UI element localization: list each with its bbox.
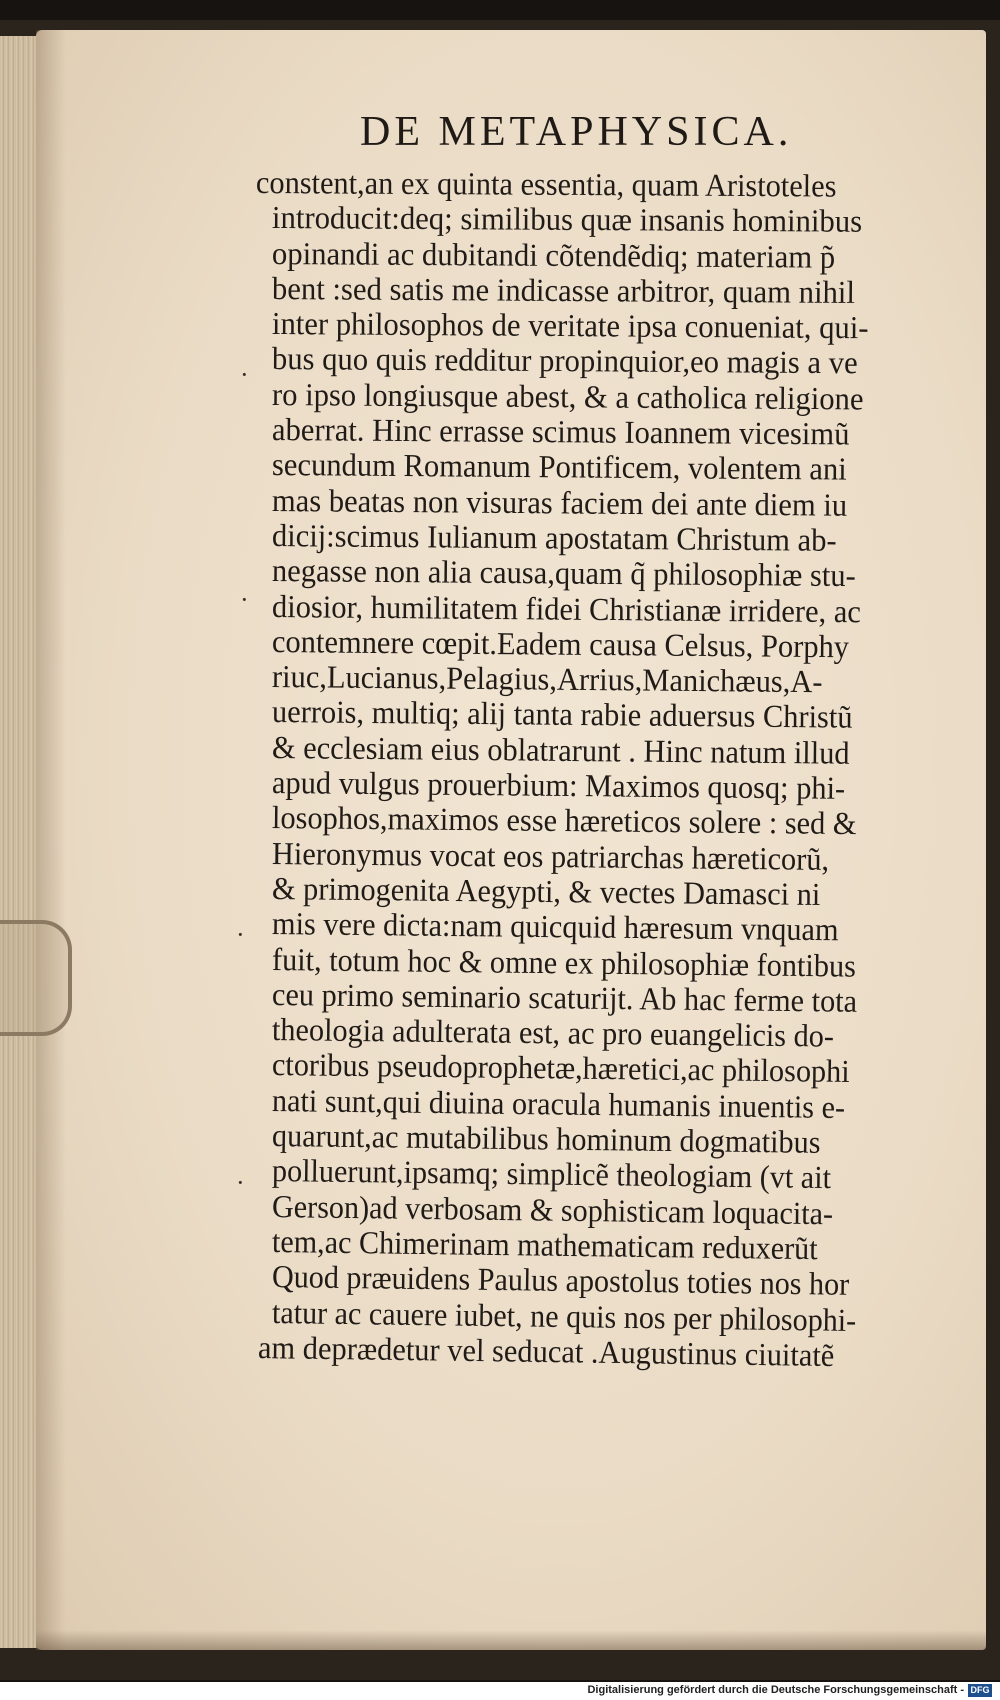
margin-mark: · bbox=[240, 360, 249, 389]
page-gutter-shadow bbox=[36, 30, 66, 1650]
text-line: losophos,maximos esse hæreticos solere : sed & bbox=[271, 799, 857, 842]
book-clasp bbox=[0, 920, 72, 1036]
text-line: am deprædetur vel seducat .Augustinus ciuitatẽ bbox=[257, 1328, 835, 1373]
page-bottom-shadow bbox=[36, 1630, 986, 1650]
text-line: ctoribus pseudoprophetæ,hæretici,ac philosophi bbox=[271, 1046, 850, 1090]
text-line: ro ipso longiusque abest, & a catholica religione bbox=[271, 375, 864, 417]
text-line: quarunt,ac mutabilibus hominum dogmatibus bbox=[271, 1117, 821, 1160]
text-line: ceu primo seminario scaturijt. Ab hac ferme tota bbox=[271, 975, 858, 1019]
text-line: nati sunt,qui diuina oracula humanis inuentis e- bbox=[271, 1081, 846, 1125]
text-line: tatur ac cauere iubet, ne quis nos per philosophi- bbox=[271, 1293, 857, 1338]
margin-mark: · bbox=[236, 920, 245, 949]
dfg-logo: DFG bbox=[968, 1684, 992, 1697]
text-line: Quod præuidens Paulus apostolus toties nos hor bbox=[271, 1258, 850, 1302]
text-line: contemnere cœpit.Eadem causa Celsus, Porphy bbox=[271, 622, 850, 665]
margin-mark: · bbox=[240, 585, 249, 614]
text-line: Gerson)ad verbosam & sophisticam loquacita- bbox=[271, 1187, 834, 1231]
text-line: secundum Romanum Pontificem, volentem ani bbox=[271, 446, 847, 487]
body-text bbox=[255, 164, 972, 1373]
text-line: opinandi ac dubitandi cõtendẽdiq; materiam p̃ bbox=[271, 234, 836, 275]
text-line: riuc,Lucianus,Pelagius,Arrius,Manichæus,A- bbox=[271, 658, 823, 700]
text-line: apud vulgus prouerbium: Maximos quosq; phi- bbox=[271, 764, 846, 806]
text-line: uerrois, multiq; alij tanta rabie aduersus Christũ bbox=[271, 693, 853, 736]
text-line: dicij:scimus Iulianum apostatam Christum ab- bbox=[271, 516, 837, 558]
text-line: & ecclesiam eius oblatrarunt . Hinc natum illud bbox=[271, 728, 850, 771]
text-line: introducit:deq; similibus quæ insanis hominibus bbox=[271, 199, 863, 240]
text-line: inter philosophos de veritate ipsa conueniat, qui- bbox=[271, 305, 869, 346]
text-line: polluerunt,ipsamq; simplicẽ theologiam (vt ait bbox=[271, 1152, 832, 1196]
text-line: mis vere dicta:nam quicquid hæresum vnquam bbox=[271, 905, 839, 948]
text-line: constent,an ex quinta essentia, quam Aristoteles bbox=[255, 164, 837, 204]
text-line: theologia adulterata est, ac pro euangelicis do- bbox=[271, 1011, 835, 1054]
text-line: tem,ac Chimerinam mathematicam reduxerũt bbox=[271, 1222, 818, 1267]
text-line: fuit, totum hoc & omne ex philosophiæ fontibus bbox=[271, 940, 857, 984]
text-line: negasse non alia causa,quam q̃ philosophiæ stu- bbox=[271, 552, 856, 594]
text-line: bent :sed satis me indicasse arbitror, quam nihil bbox=[271, 269, 856, 310]
digitization-credit: Digitalisierung gefördert durch die Deutsche Forschungsgemeinschaft - bbox=[587, 1684, 964, 1696]
text-line: mas beatas non visuras faciem dei ante diem iu bbox=[271, 481, 848, 523]
running-head: DE METAPHYSICA. bbox=[360, 109, 793, 155]
text-line: Hieronymus vocat eos patriarchas hæreticorũ, bbox=[271, 834, 830, 877]
text-line: diosior, humilitatem fidei Christianæ irridere, ac bbox=[271, 587, 862, 629]
text-line: aberrat. Hinc errasse scimus Ioannem vicesimũ bbox=[271, 411, 850, 452]
margin-mark: · bbox=[236, 1168, 245, 1197]
text-line: & primogenita Aegypti, & vectes Damasci ni bbox=[271, 869, 821, 912]
text-line: bus quo quis redditur propinquior,eo magis a ve bbox=[271, 340, 858, 381]
